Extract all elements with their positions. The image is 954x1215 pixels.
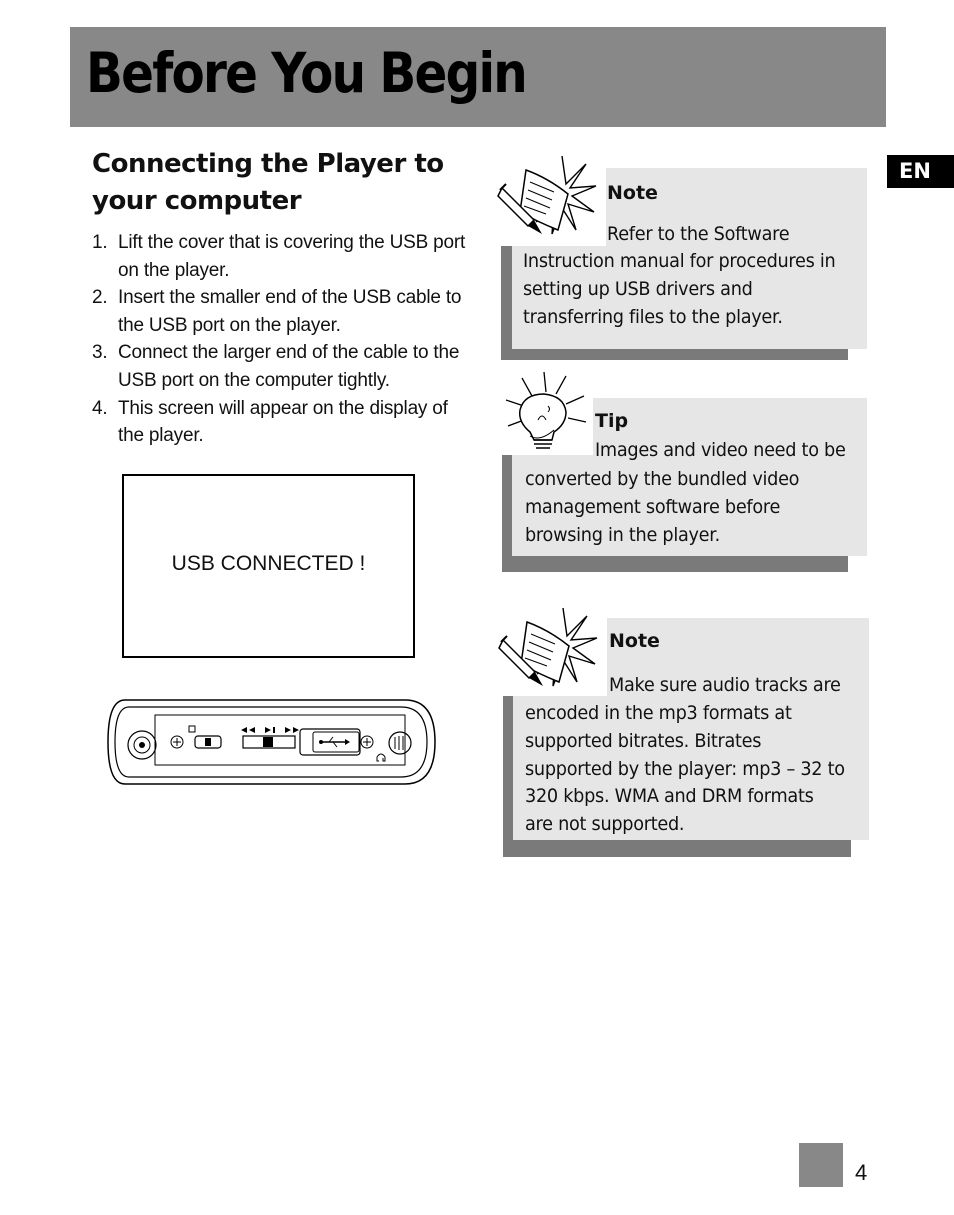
pen-paper-icon bbox=[497, 604, 607, 696]
section-title: Connecting the Player to your computer bbox=[92, 149, 444, 216]
list-item: 4. This screen will appear on the display of the player. bbox=[92, 397, 448, 447]
page-title: Before You Begin bbox=[86, 41, 526, 105]
tip-heading: Tip bbox=[595, 410, 629, 432]
list-item: 3. Connect the larger end of the cable to the USB port on the computer tightly. bbox=[92, 342, 460, 391]
language-tab: EN bbox=[887, 155, 954, 188]
page-marker bbox=[799, 1143, 843, 1187]
lightbulb-icon bbox=[500, 370, 593, 455]
page-number: 4 bbox=[855, 1160, 868, 1185]
steps-list bbox=[92, 229, 477, 450]
note-heading: Note bbox=[607, 182, 658, 204]
tip-callout-video-conversion: Tip Images and video need to be converted by the bundled video management software before browsing in the player. bbox=[500, 370, 868, 573]
player-display-illustration bbox=[122, 474, 415, 658]
usb-connected-message: USB CONNECTED ! bbox=[171, 552, 366, 575]
header-banner bbox=[70, 27, 886, 127]
list-item: 2. Insert the smaller end of the USB cable to the USB port on the player. bbox=[92, 287, 462, 336]
note-callout-usb-drivers: Note Refer to the Software Instruction manual for procedures in setting up USB drivers and transferring files to the player. bbox=[496, 152, 868, 362]
note-heading: Note bbox=[609, 630, 660, 652]
note-callout-audio-formats: Note Make sure audio tracks are encoded in the mp3 formats at supported bitrates. Bitrates supported by the player: mp3 – 32 to 320 kbps. WMA and DRM formats are not supported. bbox=[497, 604, 870, 859]
player-side-illustration bbox=[105, 695, 440, 790]
pen-paper-icon bbox=[496, 152, 606, 246]
list-item: 1. Lift the cover that is covering the USB port on the player. bbox=[92, 232, 466, 281]
